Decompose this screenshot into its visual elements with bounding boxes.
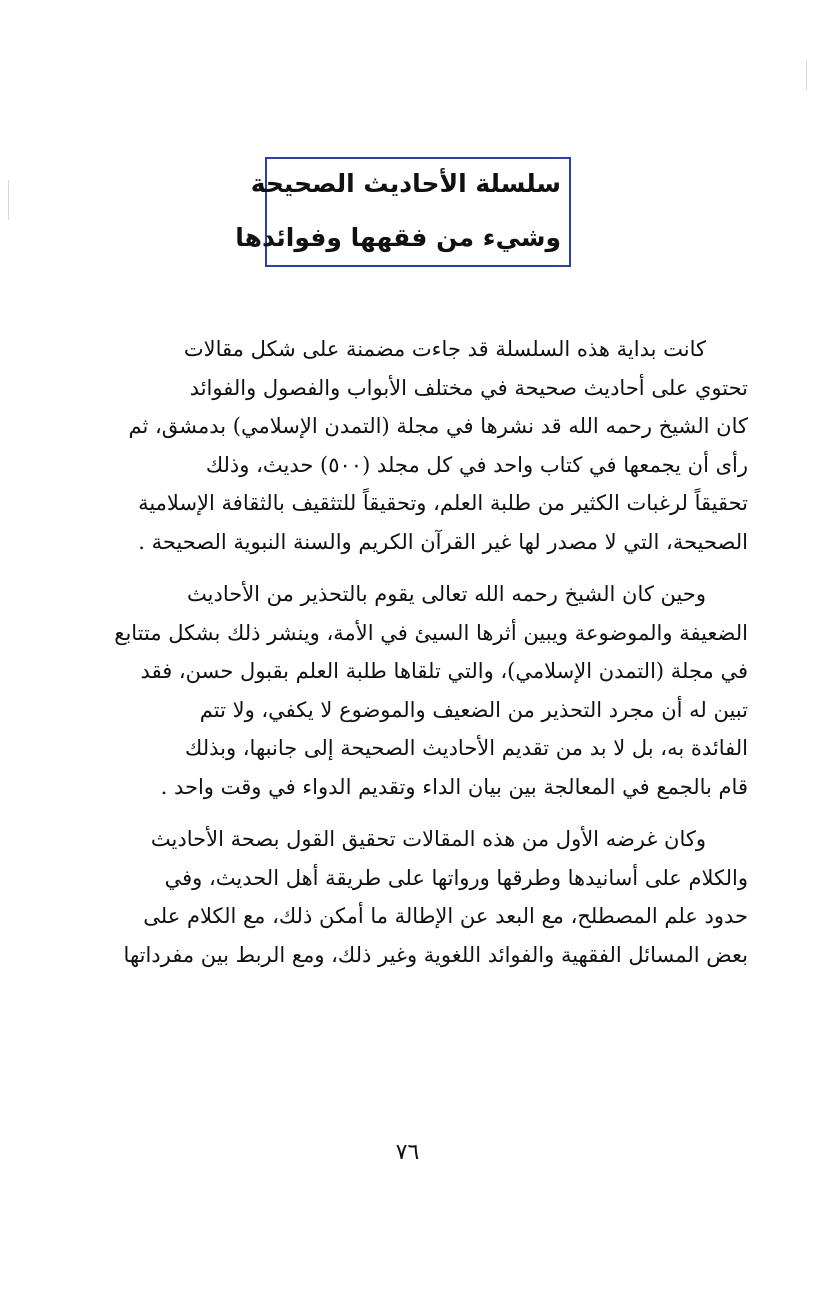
text-line: بعض المسائل الفقهية والفوائد اللغوية وغير ذلك، ومع الربط بين مفرداتها xyxy=(123,942,748,967)
text-line: وحين كان الشيخ رحمه الله تعالى يقوم بالتحذير من الأحاديث xyxy=(187,582,706,606)
section-heading-line-1: سلسلة الأحاديث الصحيحة xyxy=(250,169,561,198)
text-line: والكلام على أسانيدها وطرقها ورواتها على طريقة أهل الحديث، وفي xyxy=(164,865,748,890)
section-heading-box xyxy=(235,157,571,267)
text-line: الضعيفة والموضوعة ويبين أثرها السيئ في الأمة، وينشر ذلك بشكل متتابع xyxy=(114,620,748,645)
text-line: تحتوي على أحاديث صحيحة في مختلف الأبواب والفصول والفوائد xyxy=(189,375,748,400)
text-line: الفائدة به، بل لا بد من تقديم الأحاديث الصحيحة إلى جانبها، وبذلك xyxy=(185,736,748,760)
paragraph-1 xyxy=(98,330,748,561)
text-line: قام بالجمع في المعالجة بين بيان الداء وتقديم الدواء في وقت واحد . xyxy=(160,774,748,799)
text-line: رأى أن يجمعها في كتاب واحد في كل مجلد (٥٠٠) حديث، وذلك xyxy=(205,452,748,477)
text-line: تبين له أن مجرد التحذير من الضعيف والموضوع لا يكفي، ولا تتم xyxy=(199,697,748,722)
scan-edge-mark-right xyxy=(806,60,807,90)
paragraph-3 xyxy=(98,820,748,974)
scan-edge-mark-left xyxy=(8,180,9,220)
text-line: الصحيحة، التي لا مصدر لها غير القرآن الكريم والسنة النبوية الصحيحة . xyxy=(138,529,748,554)
body-text xyxy=(98,330,748,974)
text-line: تحقيقاً لرغبات الكثير من طلبة العلم، وتحقيقاً للتثقيف بالثقافة الإسلامية xyxy=(138,491,748,515)
paragraph-2 xyxy=(98,575,748,806)
section-heading-line-2: وشيء من فقهها وفوائدها xyxy=(235,223,561,252)
text-line: كان الشيخ رحمه الله قد نشرها في مجلة (التمدن الإسلامي) بدمشق، ثم xyxy=(128,414,748,438)
page-number: ٧٦ xyxy=(395,1140,420,1165)
text-line: كانت بداية هذه السلسلة قد جاءت مضمنة على شكل مقالات xyxy=(183,337,706,361)
text-line: حدود علم المصطلح، مع البعد عن الإطالة ما أمكن ذلك، مع الكلام على xyxy=(143,904,748,928)
text-line: في مجلة (التمدن الإسلامي)، والتي تلقاها طلبة العلم بقبول حسن، فقد xyxy=(140,659,748,683)
text-line: وكان غرضه الأول من هذه المقالات تحقيق القول بصحة الأحاديث xyxy=(150,827,706,851)
